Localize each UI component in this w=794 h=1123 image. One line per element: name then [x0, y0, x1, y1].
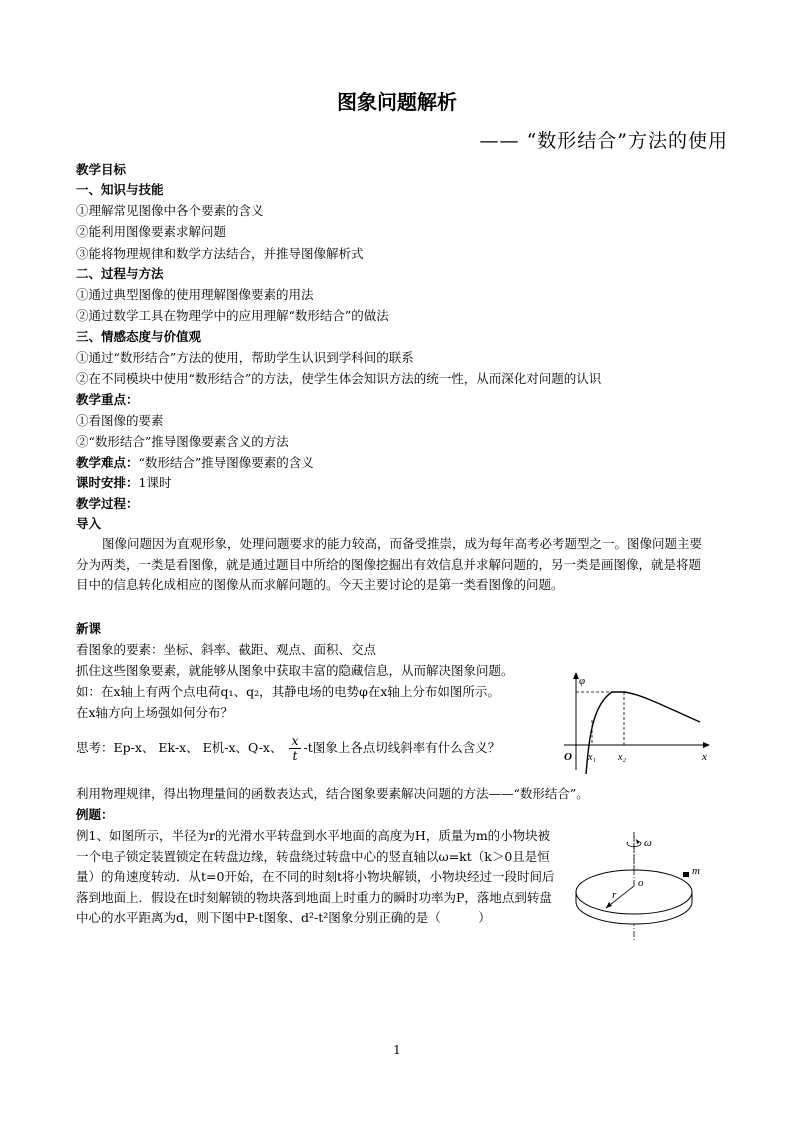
difficulty-label: 教学难点： [76, 455, 139, 470]
section2-item: ②通过数学工具在物理学中的应用理解“数形结合”的做法 [76, 308, 389, 323]
x-axis-arrow-icon [703, 742, 710, 748]
fraction [289, 734, 300, 763]
think-mid: p-x、 E [122, 740, 168, 755]
difficulty-text: “数形结合”推导图像要素的含义 [138, 455, 314, 470]
graph-x1-label: x₁ [588, 752, 596, 763]
fraction-numerator: x [291, 733, 299, 748]
disk-figure [570, 830, 710, 950]
potential-curve [586, 692, 700, 774]
new-lesson-line: 抓住这些图象要素，就能够从图象中获取丰富的隐藏信息，从而解决图象问题。 [76, 663, 514, 678]
example-heading: 例题： [76, 807, 114, 822]
intro-heading: 导入 [76, 516, 102, 531]
section3-heading: 三、情感态度与价值观 [76, 329, 202, 344]
objectives-heading: 教学目标 [76, 162, 127, 177]
process-heading: 教学过程： [76, 496, 139, 511]
block-label: m [692, 865, 700, 877]
section3-item: ①通过“数形结合”方法的使用，帮助学生认识到学科间的联系 [76, 350, 414, 365]
schedule-label: 课时安排： [76, 475, 139, 490]
fraction-denominator: t [292, 748, 298, 763]
page-number: 1 [393, 1043, 401, 1057]
graph-x2-label: x₂ [618, 752, 626, 763]
center-label: o [638, 877, 644, 889]
think-mid3: 机-x、Q-x、 [211, 740, 283, 755]
key-heading: 教学重点： [76, 392, 139, 407]
difficulty-line [76, 453, 314, 472]
section1-item: ②能利用图像要素求解问题 [76, 224, 227, 239]
section2-item: ①通过典型图像的使用理解图像要素的用法 [76, 287, 314, 302]
schedule-line [76, 473, 171, 492]
new-lesson-line: 看图象的要素：坐标、斜率、截距、观点、面积、交点 [76, 642, 377, 657]
section1-item: ①理解常见图像中各个要素的含义 [76, 203, 264, 218]
think-mid2: k-x、 E [167, 740, 212, 755]
key-item: ①看图像的要素 [76, 413, 164, 428]
example1-text: 例1、如图所示，半径为r的光滑水平转盘到水平地面的高度为H，质量为m的小物块被一个电子锁定装置锁定在转盘边缘，转盘绕过转盘中心的竖直轴以ω=kt（k＞0且是恒量）的角速度转动．从t=0开始，在不同的时刻t将小物块解锁，小物块经过一段时间后落到地面上．假设在t时刻解锁的物块落到地面上时重力的瞬时功率为P，落地点到转盘中心的水平距离为d，则下图中P-t图象、d²-t²图象分别正确的是（ ） [76, 828, 555, 925]
omega-label: ω [644, 837, 652, 849]
new-lesson-line: 如：在x轴上有两个点电荷q₁、q₂，其静电场的电势φ在x轴上分布如图所示。 [76, 684, 500, 699]
graph-origin-label: O [564, 751, 572, 763]
think-question [76, 734, 500, 763]
rotation-arrowhead-icon [636, 839, 640, 844]
method-text: 利用物理规律，得出物理量间的函数表达式，结合图象要素解决问题的方法——“数形结合”。 [76, 786, 589, 801]
new-lesson-heading: 新课 [76, 621, 102, 636]
section1-item: ③能将物理规律和数学方法结合，并推导图像解析式 [76, 246, 364, 261]
intro-paragraph: 图像问题因为直观形象，处理问题要求的能力较高，而备受推崇，成为每年高考必考题型之一。图像问题主要分为两类，一类是看图像，就是通过题目中所给的图像挖掘出有效信息并求解问题的，另一类是画图像，就是将题目中的信息转化成相应的图像从而求解问题的。今天主要讨论的是第一类看图像的问题。 [76, 536, 703, 592]
graph-x-label: x [702, 751, 707, 763]
key-item: ②“数形结合”推导图像要素含义的方法 [76, 434, 289, 449]
section1-heading: 一、知识与技能 [76, 182, 164, 197]
think-suffix: -t图象上各点切线斜率有什么含义？ [303, 740, 501, 755]
think-prefix: 思考：E [76, 740, 123, 755]
section3-item: ②在不同模块中使用“数形结合”的方法，使学生体会知识方法的统一性，从而深化对问题的认识 [76, 371, 602, 386]
section2-heading: 二、过程与方法 [76, 266, 164, 281]
page-subtitle: —— “数形结合”方法的使用 [479, 130, 728, 152]
disk-top [576, 870, 692, 914]
radius-label: r [612, 889, 617, 901]
potential-graph [562, 670, 712, 778]
schedule-text: 1课时 [138, 475, 172, 490]
graph-y-label: φ [579, 675, 586, 687]
new-lesson-line: 在x轴方向上场强如何分布？ [76, 705, 234, 720]
page-title: 图象问题解析 [337, 90, 457, 114]
block-icon [683, 872, 689, 877]
